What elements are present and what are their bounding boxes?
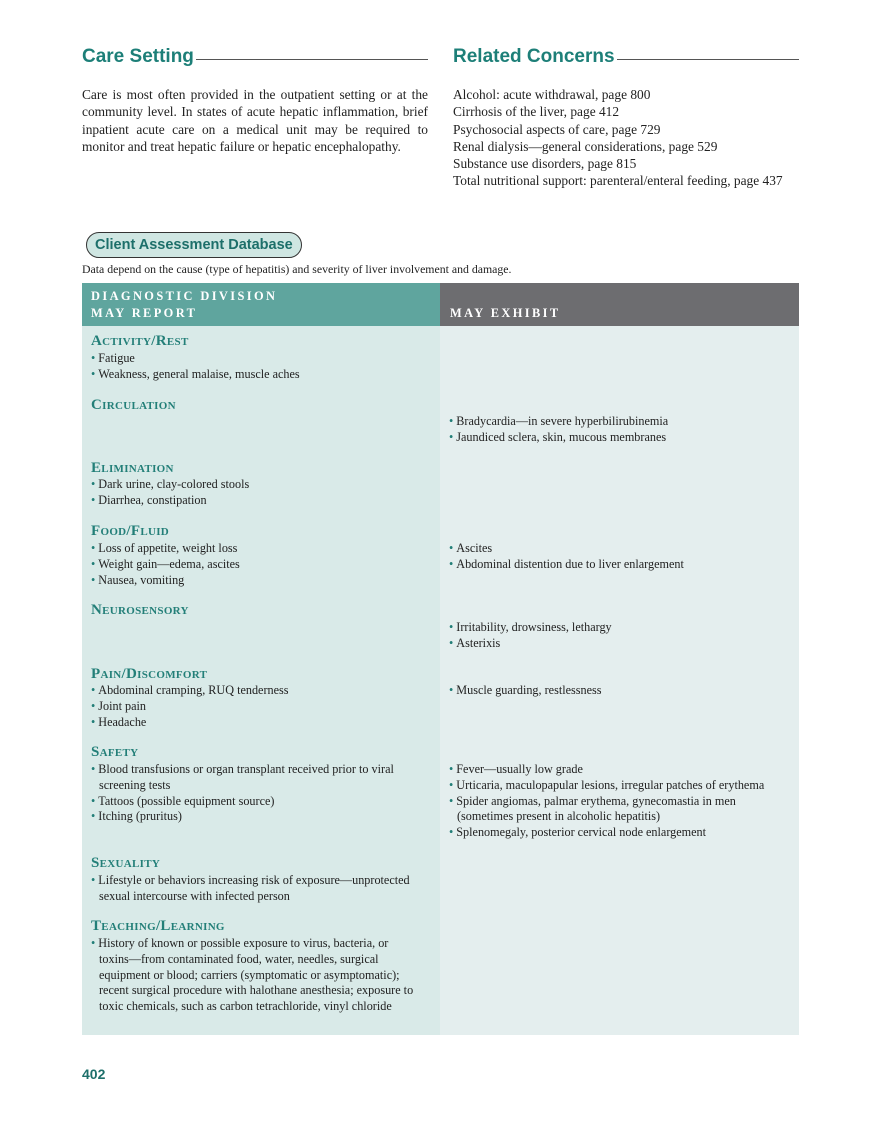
exhibit-list [449, 620, 794, 652]
section-title: Pain/Discomfort [91, 666, 208, 682]
list-item: • Dark urine, clay-colored stools [91, 477, 426, 493]
section-title: Activity/Rest [91, 333, 189, 349]
list-item: • Weight gain—edema, ascites [91, 557, 426, 573]
list-item: • Itching (pruritus) [91, 809, 421, 825]
list-item: • Abdominal cramping, RUQ tenderness [91, 683, 426, 699]
heading-rule [196, 59, 428, 60]
report-list [91, 351, 426, 383]
list-item: • Headache [91, 715, 426, 731]
report-list [91, 936, 421, 1015]
report-list [91, 762, 421, 825]
list-item: • Spider angiomas, palmar erythema, gynecomastia in men (sometimes present in alcoholic hepatitis) [449, 794, 794, 826]
heading-rule [617, 59, 799, 60]
list-item: • Weakness, general malaise, muscle aches [91, 367, 426, 383]
related-concern-item: Psychosocial aspects of care, page 729 [453, 121, 661, 137]
related-concerns-heading: Related Concerns [453, 46, 799, 68]
database-note: Data depend on the cause (type of hepatitis) and severity of liver involvement and damage. [82, 262, 512, 276]
exhibit-list [449, 683, 794, 699]
list-item: • Irritability, drowsiness, lethargy [449, 620, 794, 636]
section-title: Elimination [91, 460, 174, 476]
list-item: • Fever—usually low grade [449, 762, 794, 778]
list-item: • Joint pain [91, 699, 426, 715]
report-list [91, 477, 426, 509]
section-title: Neurosensory [91, 602, 189, 618]
list-item: • Nausea, vomiting [91, 573, 426, 589]
report-list [91, 683, 426, 730]
list-item: • Asterixis [449, 636, 794, 652]
client-assessment-database-label: Client Assessment Database [86, 232, 302, 258]
list-item: • Tattoos (possible equipment source) [91, 794, 421, 810]
related-concern-item: Alcohol: acute withdrawal, page 800 [453, 87, 651, 102]
section-title: Circulation [91, 397, 176, 413]
list-item: • Lifestyle or behaviors increasing risk of exposure—unprotected sexual intercourse with infected person [91, 873, 431, 905]
header-may-exhibit-label: MAY EXHIBIT [450, 306, 561, 320]
header-diagnostic-division: DIAGNOSTIC DIVISION [91, 289, 278, 303]
list-item: • Abdominal distention due to liver enlargement [449, 557, 794, 573]
list-item: • Bradycardia—in severe hyperbilirubinemia [449, 414, 794, 430]
related-concern-item: Total nutritional support: parenteral/enteral feeding, page 437 [453, 173, 783, 189]
list-item: • Jaundiced sclera, skin, mucous membranes [449, 430, 794, 446]
list-item: • Urticaria, maculopapular lesions, irregular patches of erythema [449, 778, 794, 794]
related-concern-item: Renal dialysis—general considerations, page 529 [453, 138, 718, 154]
header-may-report [82, 283, 440, 326]
list-item: • Ascites [449, 541, 794, 557]
exhibit-list [449, 762, 794, 841]
section-title: Safety [91, 744, 139, 760]
header-may-report-label: MAY REPORT [91, 306, 198, 320]
care-setting-text: Care is most often provided in the outpatient setting or at the community level. In states of acute hepatic inflammation, brief inpatient acute care on a medical unit may be required to monitor and treat hepatic failure or hepatic encephalopathy. [82, 87, 428, 154]
list-item: • Muscle guarding, restlessness [449, 683, 794, 699]
related-concern-item: Substance use disorders, page 815 [453, 156, 637, 172]
list-item: • Fatigue [91, 351, 426, 367]
related-concerns-list [453, 86, 799, 190]
exhibit-list [449, 414, 794, 446]
related-concern-item: Cirrhosis of the liver, page 412 [453, 104, 620, 120]
report-list [91, 873, 431, 905]
report-list [91, 541, 426, 588]
exhibit-list [449, 541, 794, 573]
header-may-exhibit [440, 283, 799, 326]
section-title: Sexuality [91, 855, 161, 871]
page-number: 402 [82, 1066, 106, 1082]
list-item: • Splenomegaly, posterior cervical node enlargement [449, 825, 794, 841]
list-item: • Blood transfusions or organ transplant received prior to viral screening tests [91, 762, 421, 794]
list-item: • Loss of appetite, weight loss [91, 541, 426, 557]
care-setting-heading: Care Setting [82, 46, 428, 68]
list-item: • Diarrhea, constipation [91, 493, 426, 509]
section-title: Teaching/Learning [91, 918, 225, 934]
list-item: • History of known or possible exposure to virus, bacteria, or toxins—from contaminated food, water, needles, surgical equipment or blood; carriers (symptomatic or asymptomatic); recent surgical procedure with halothane anesthesia; exposure to toxic chemicals, such as carbon tetrachloride, vinyl chloride [91, 936, 421, 1015]
assessment-table [82, 283, 799, 1035]
section-title: Food/Fluid [91, 523, 170, 539]
